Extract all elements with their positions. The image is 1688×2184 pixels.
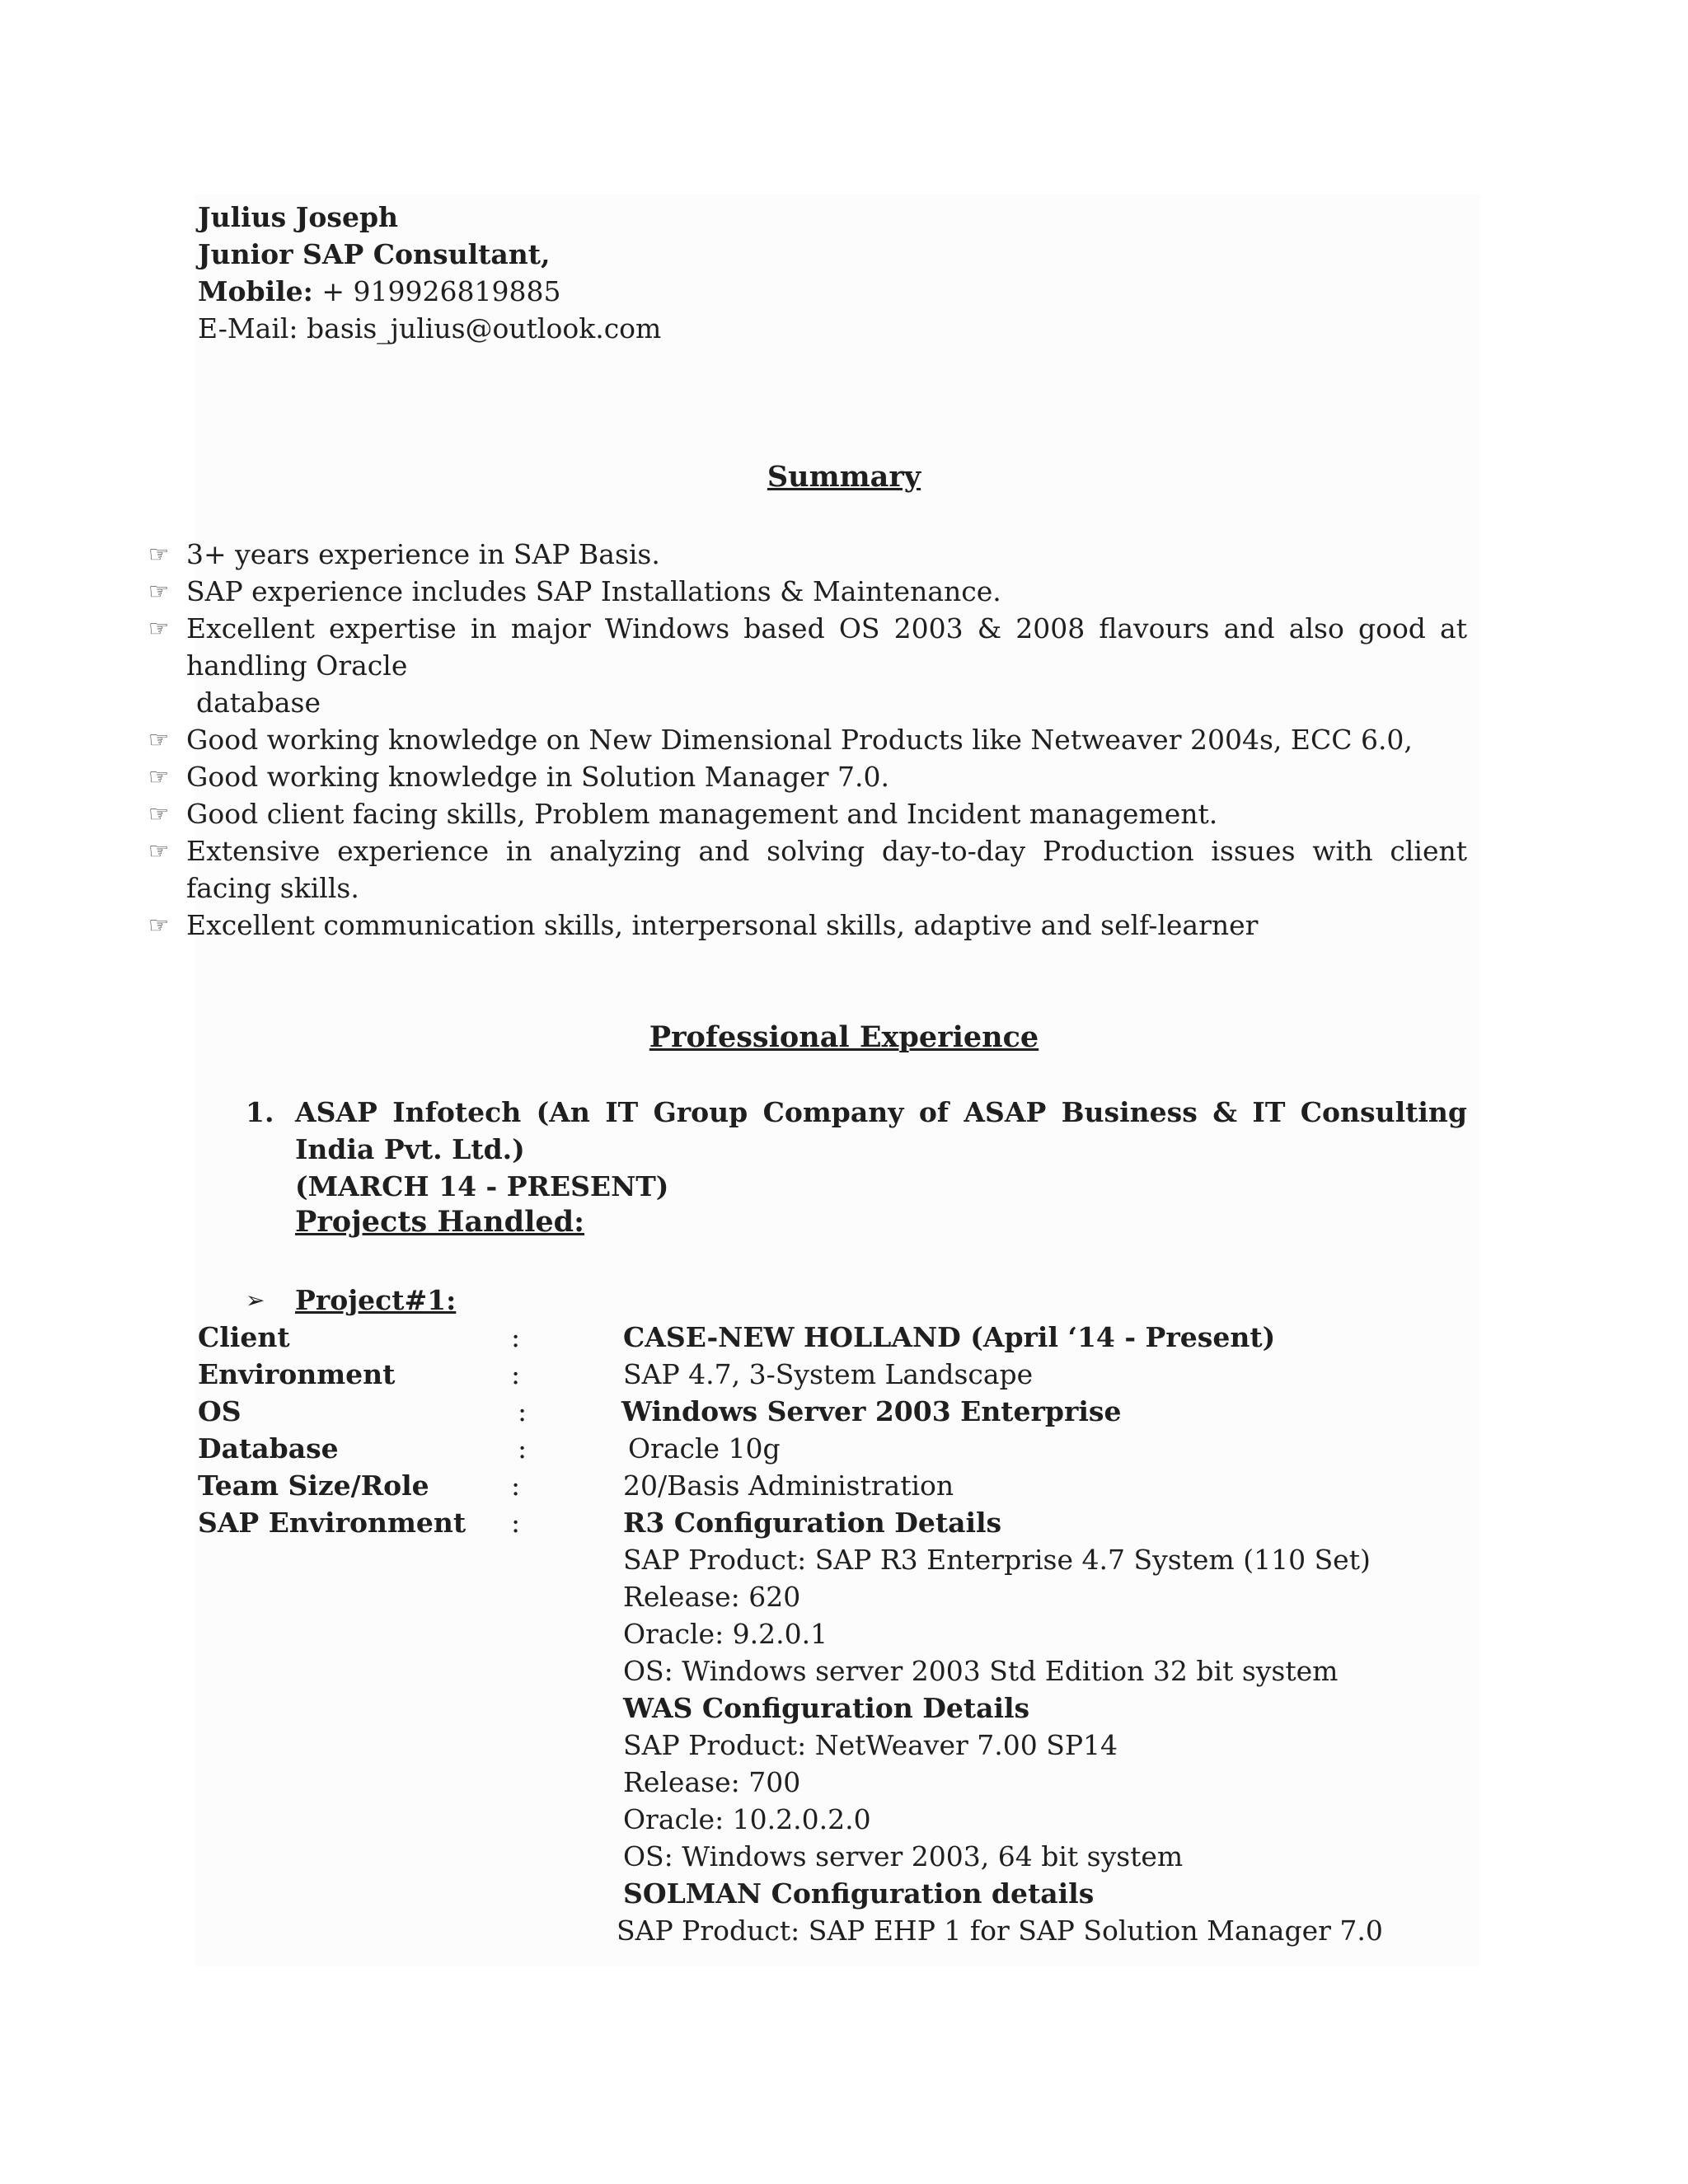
config-line: Release: 700 — [623, 1766, 801, 1798]
summary-list — [148, 536, 1467, 944]
config-line: SAP Product: SAP EHP 1 for SAP Solution Manager 7.0 — [617, 1915, 1383, 1947]
summary-item: ☞ Good working knowledge on New Dimensional Products like Netweaver 2004s, ECC 6.0, — [148, 721, 1467, 758]
company-name: ASAP Infotech (An IT Group Company of ASAP Business & IT Consulting India Pvt. Ltd.) — [295, 1096, 1467, 1165]
config-line: SAP Product: NetWeaver 7.00 SP14 — [623, 1729, 1118, 1761]
detail-row: Database : Oracle 10g — [198, 1432, 781, 1465]
configuration-details — [617, 1541, 1383, 1949]
mobile-line — [198, 273, 661, 310]
pointing-hand-icon: ☞ — [148, 541, 170, 568]
config-line: Release: 620 — [623, 1581, 801, 1613]
project-details — [198, 1319, 1484, 1541]
summary-item: ☞ SAP experience includes SAP Installations & Maintenance. — [148, 573, 1467, 610]
email-line: E-Mail: basis_julius@outlook.com — [198, 312, 662, 344]
pointing-hand-icon: ☞ — [148, 726, 170, 753]
config-heading: SOLMAN Configuration details — [623, 1877, 1095, 1910]
project-label-row — [246, 1282, 456, 1319]
arrow-bullet-icon: ➢ — [246, 1286, 265, 1314]
contact-header — [198, 199, 661, 347]
pointing-hand-icon: ☞ — [148, 800, 170, 827]
pointing-hand-icon: ☞ — [148, 615, 170, 642]
pointing-hand-icon: ☞ — [148, 763, 170, 790]
company-number: 1. — [246, 1096, 274, 1128]
detail-row: OS : Windows Server 2003 Enterprise — [198, 1395, 1122, 1427]
detail-row: SAP Environment : R3 Configuration Details — [198, 1507, 1002, 1539]
summary-item: ☞ Good client facing skills, Problem management and Incident management. — [148, 795, 1467, 832]
config-line: OS: Windows server 2003, 64 bit system — [623, 1840, 1184, 1872]
config-heading: WAS Configuration Details — [623, 1692, 1030, 1724]
mobile-label: Mobile: — [198, 275, 313, 307]
detail-row: Team Size/Role : 20/Basis Administration — [198, 1469, 954, 1502]
summary-item: ☞ 3+ years experience in SAP Basis. — [148, 536, 1467, 573]
candidate-name: Julius Joseph — [198, 201, 399, 233]
pointing-hand-icon: ☞ — [148, 578, 170, 605]
config-line: Oracle: 10.2.0.2.0 — [623, 1803, 871, 1835]
summary-item: ☞ Excellent expertise in major Windows based OS 2003 & 2008 flavours and also good at handling Oracle — [148, 610, 1467, 684]
pointing-hand-icon: ☞ — [148, 837, 170, 865]
detail-row: Environment : SAP 4.7, 3-System Landscape — [198, 1358, 1034, 1390]
project-label: Project#1: — [295, 1284, 457, 1316]
summary-item-continuation: database — [196, 687, 321, 719]
summary-item: ☞ Extensive experience in analyzing and solving day-to-day Production issues with client facing skills. — [148, 832, 1467, 907]
config-line: OS: Windows server 2003 Std Edition 32 bit system — [623, 1655, 1339, 1687]
summary-item: ☞ Good working knowledge in Solution Manager 7.0. — [148, 758, 1467, 795]
pointing-hand-icon: ☞ — [148, 912, 170, 939]
detail-row: Client : CASE-NEW HOLLAND (April ‘14 - Present) — [198, 1321, 1276, 1353]
config-line: Oracle: 9.2.0.1 — [623, 1618, 828, 1650]
company-entry — [246, 1094, 1467, 1205]
experience-heading: Professional Experience — [649, 1020, 1039, 1054]
summary-item: ☞ Excellent communication skills, interpersonal skills, adaptive and self-learner — [148, 907, 1467, 944]
company-period: (MARCH 14 - PRESENT) — [295, 1170, 669, 1202]
mobile-value: + 919926819885 — [312, 275, 561, 307]
config-line: SAP Product: SAP R3 Enterprise 4.7 System (110 Set) — [623, 1544, 1371, 1576]
candidate-title: Junior SAP Consultant, — [198, 238, 551, 270]
summary-heading: Summary — [767, 460, 921, 494]
projects-heading: Projects Handled: — [295, 1205, 585, 1239]
